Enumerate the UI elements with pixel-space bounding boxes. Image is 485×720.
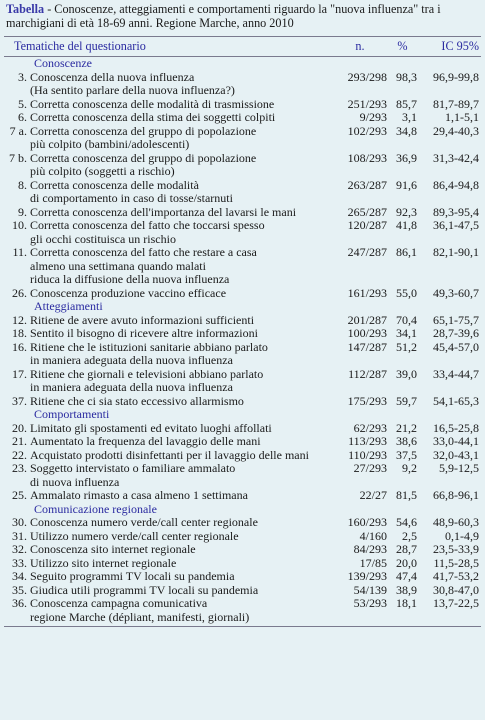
row-percent: 28,7	[396, 542, 417, 556]
row-ci: 31,3-42,4	[433, 150, 479, 165]
row-n: 139/293	[347, 569, 387, 583]
row-percent: 21,2	[396, 420, 417, 435]
row-ci: 54,1-65,3	[433, 393, 479, 408]
row-text-line: in maniera adeguata della nuova influenza	[30, 380, 233, 394]
table-row	[4, 597, 481, 627]
row-n: 22/27	[359, 488, 387, 502]
row-percent: 81,5	[396, 488, 417, 502]
row-number: 21.	[12, 434, 27, 448]
section-title: Atteggiamenti	[34, 299, 103, 313]
row-number: 12.	[12, 312, 27, 327]
row-n: 201/287	[347, 312, 387, 327]
table-row	[4, 584, 481, 598]
row-ci: 11,5-28,5	[433, 555, 479, 570]
row-text-line: gli occhi costituisca un rischio	[30, 231, 176, 246]
table-row	[4, 125, 481, 152]
row-text-line: Corretta conoscenza delle modalità di trasmissione	[30, 96, 275, 111]
table-row	[4, 530, 481, 544]
row-number: 37.	[12, 393, 27, 408]
row-text	[30, 246, 333, 287]
row-text-line: più colpito (soggetti a rischio)	[30, 164, 175, 178]
row-text	[30, 98, 333, 112]
row-ci: 89,3-95,4	[433, 204, 479, 219]
row-text-line: Corretta conoscenza del fatto che toccarsi spesso	[30, 218, 265, 232]
row-number: 20.	[12, 420, 27, 435]
row-text	[30, 314, 333, 328]
row-text	[30, 395, 333, 409]
row-n: 17/85	[359, 555, 387, 570]
row-n: 263/287	[347, 177, 387, 192]
row-text-line: Ritiene de avere avuto informazioni sufficienti	[30, 312, 255, 327]
row-text-line: Utilizzo sito internet regionale	[30, 555, 177, 570]
row-number: 25.	[12, 488, 27, 502]
row-n: 147/287	[347, 339, 387, 354]
row-percent: 51,2	[396, 339, 417, 354]
row-text	[30, 543, 333, 557]
row-ci: 29,4-40,3	[433, 123, 479, 138]
row-text	[30, 422, 333, 436]
table-row	[4, 314, 481, 328]
row-n: 247/287	[347, 245, 387, 259]
caption-label: Tabella	[6, 2, 45, 16]
table-row	[4, 462, 481, 489]
table-row	[4, 341, 481, 368]
header-ic: IC 95%	[418, 37, 481, 57]
row-text-line: Giudica utili programmi TV locali su pandemia	[30, 582, 259, 597]
row-percent: 85,7	[396, 96, 417, 111]
table-row	[4, 516, 481, 530]
table-row	[4, 489, 481, 503]
row-number: 16.	[12, 339, 27, 354]
row-text-line: Conoscenza campagna comunicativa	[30, 596, 208, 610]
row-ci: 66,8-96,1	[433, 488, 479, 502]
row-number: 6.	[18, 110, 27, 124]
row-n: 54/139	[353, 582, 387, 597]
row-text-line: Conoscenza produzione vaccino efficace	[30, 285, 227, 300]
row-text-line: regione Marche (dépliant, manifesti, giornali)	[30, 609, 250, 624]
section-row	[4, 57, 481, 71]
data-table	[4, 36, 481, 627]
row-ci: 1,1-5,1	[445, 110, 479, 124]
row-n: 251/293	[347, 96, 387, 111]
header-row	[4, 37, 481, 57]
row-text-line: Corretta conoscenza del gruppo di popolazione	[30, 150, 257, 165]
row-text	[30, 597, 333, 627]
row-text	[30, 71, 333, 98]
row-text-line: di comportamento in caso di tosse/starnuti	[30, 191, 233, 205]
row-number: 17.	[12, 366, 27, 381]
row-percent: 70,4	[396, 312, 417, 327]
row-text	[30, 125, 333, 152]
row-percent: 20,0	[396, 555, 417, 570]
row-text-line: Corretta conoscenza della stima dei soggetti colpiti	[30, 110, 276, 124]
row-text-line: Ritiene che le istituzioni sanitarie abbiano parlato	[30, 339, 268, 354]
table-row	[4, 449, 481, 463]
table-row	[4, 219, 481, 246]
row-n: 175/293	[347, 393, 387, 408]
row-number: 9.	[18, 204, 27, 219]
row-ci: 65,1-75,7	[433, 312, 479, 327]
row-number: 33.	[12, 555, 27, 570]
row-text-line: Corretta conoscenza delle modalità	[30, 177, 199, 192]
header-n: n.	[333, 37, 387, 57]
row-percent: 86,1	[396, 245, 417, 259]
table-row	[4, 152, 481, 179]
row-number: 8.	[18, 177, 27, 192]
table-row	[4, 368, 481, 395]
section-row	[4, 408, 481, 422]
table-row	[4, 98, 481, 112]
row-number: 30.	[12, 515, 27, 529]
row-text	[30, 570, 333, 584]
row-text	[30, 462, 333, 489]
row-text	[30, 327, 333, 341]
row-text-line: Conoscenza della nuova influenza	[30, 69, 195, 84]
row-percent: 38,6	[396, 434, 417, 448]
row-n: 53/293	[333, 597, 387, 627]
table-body	[4, 57, 481, 627]
row-percent: 34,1	[396, 326, 417, 340]
caption-text: - Conoscenze, atteggiamenti e comportamenti riguardo la "nuova influenza" tra i marchigiani di età 18-69 anni. Regione Marche, anno 2010	[6, 2, 441, 30]
row-text-line: (Ha sentito parlare della nuova influenza?)	[30, 83, 235, 97]
row-ci: 96,9-99,8	[433, 69, 479, 84]
row-text	[30, 449, 333, 463]
row-text	[30, 584, 333, 598]
table-row	[4, 179, 481, 206]
section-title: Comunicazione regionale	[34, 501, 157, 516]
row-ci: 48,9-60,3	[433, 515, 479, 529]
row-text	[30, 557, 333, 571]
row-text	[30, 489, 333, 503]
row-percent: 98,3	[396, 69, 417, 84]
row-number: 5.	[18, 96, 27, 111]
row-n: 84/293	[353, 542, 387, 556]
row-percent: 39,0	[396, 366, 417, 381]
row-n: 4/160	[359, 528, 387, 543]
table-row	[4, 395, 481, 409]
row-ci: 0,1-4,9	[445, 528, 479, 543]
section-row	[4, 503, 481, 517]
row-text	[30, 530, 333, 544]
row-percent: 37,5	[396, 447, 417, 462]
row-n: 9/293	[359, 110, 387, 124]
row-text-line: almeno una settimana quando malati	[30, 258, 206, 273]
row-n: 110/293	[348, 447, 387, 462]
table-row	[4, 543, 481, 557]
row-n: 160/293	[347, 515, 387, 529]
row-text-line: di nuova influenza	[30, 474, 120, 489]
table-row	[4, 206, 481, 220]
row-percent: 54,6	[396, 515, 417, 529]
header-topic: Tematiche del questionario	[4, 37, 333, 57]
row-percent: 34,8	[396, 123, 417, 138]
row-number: 31.	[12, 528, 27, 543]
row-n: 161/293	[347, 285, 387, 300]
row-number: 7 a.	[9, 123, 27, 138]
table-row	[4, 422, 481, 436]
row-text	[30, 341, 333, 368]
row-text-line: Corretta conoscenza del fatto che restare a casa	[30, 245, 257, 259]
row-ci: 32,0-43,1	[433, 447, 479, 462]
row-text-line: Ritiene che ci sia stato eccessivo allarmismo	[30, 393, 244, 408]
table-row	[4, 327, 481, 341]
row-text	[30, 219, 333, 246]
row-ci: 28,7-39,6	[433, 326, 479, 340]
row-text-line: più colpito (bambini/adolescenti)	[30, 137, 190, 151]
table-row	[4, 287, 481, 301]
row-n: 265/287	[347, 204, 387, 219]
row-number: 36.	[4, 597, 30, 627]
row-ci: 33,0-44,1	[433, 434, 479, 448]
row-text-line: Acquistato prodotti disinfettanti per il lavaggio delle mani	[30, 447, 309, 462]
header-pct: %	[387, 37, 418, 57]
row-number: 18.	[12, 326, 27, 340]
row-ci: 23,5-33,9	[433, 542, 479, 556]
row-text-line: Corretta conoscenza del gruppo di popolazione	[30, 123, 257, 138]
row-percent: 55,0	[396, 285, 417, 300]
row-text	[30, 516, 333, 530]
row-ci: 30,8-47,0	[433, 582, 479, 597]
row-ci: 41,7-53,2	[433, 569, 479, 583]
table-row	[4, 570, 481, 584]
table-caption	[4, 2, 481, 36]
row-percent: 2,5	[402, 528, 417, 543]
row-percent: 36,9	[396, 150, 417, 165]
row-text	[30, 206, 333, 220]
row-text	[30, 435, 333, 449]
row-ci: 33,4-44,7	[433, 366, 479, 381]
row-text-line: Aumentato la frequenza del lavaggio delle mani	[30, 434, 261, 448]
row-n: 120/287	[347, 218, 387, 232]
row-number: 10.	[12, 218, 27, 232]
row-text	[30, 368, 333, 395]
row-text	[30, 152, 333, 179]
row-percent: 92,3	[396, 204, 417, 219]
row-ci: 5,9-12,5	[439, 461, 479, 475]
row-percent: 41,8	[396, 218, 417, 232]
row-percent: 38,9	[396, 582, 417, 597]
row-number: 3.	[18, 69, 27, 84]
row-text-line: Corretta conoscenza dell'importanza del lavarsi le mani	[30, 204, 297, 219]
row-percent: 59,7	[396, 393, 417, 408]
row-text-line: Conoscenza numero verde/call center regionale	[30, 515, 258, 529]
row-number: 35.	[12, 582, 27, 597]
row-percent: 91,6	[396, 177, 417, 192]
row-text-line: riduca la diffusione della nuova influenza	[30, 272, 230, 286]
row-number: 23.	[12, 461, 27, 475]
row-number: 32.	[12, 542, 27, 556]
row-ci: 16,5-25,8	[433, 420, 479, 435]
row-ci: 49,3-60,7	[433, 285, 479, 300]
row-percent: 47,4	[396, 569, 417, 583]
row-ci: 86,4-94,8	[433, 177, 479, 192]
row-text-line: Utilizzo numero verde/call center regionale	[30, 528, 239, 543]
row-percent: 18,1	[387, 597, 418, 627]
row-number: 34.	[12, 569, 27, 583]
row-number: 11.	[12, 245, 27, 259]
row-ci: 81,7-89,7	[433, 96, 479, 111]
row-n: 100/293	[347, 326, 387, 340]
section-title: Conoscenze	[34, 56, 92, 70]
row-ci: 36,1-47,5	[433, 218, 479, 232]
table-row	[4, 246, 481, 287]
row-ci: 82,1-90,1	[433, 245, 479, 259]
row-text	[30, 179, 333, 206]
row-n: 108/293	[347, 150, 387, 165]
table-row	[4, 435, 481, 449]
row-text-line: Ammalato rimasto a casa almeno 1 settimana	[30, 488, 248, 502]
row-text	[30, 111, 333, 125]
section-title: Comportamenti	[34, 407, 110, 421]
row-text-line: in maniera adeguata della nuova influenza	[30, 353, 233, 367]
row-n: 113/293	[348, 434, 387, 448]
row-number: 7 b.	[9, 150, 27, 165]
row-number: 26.	[12, 285, 27, 300]
row-ci: 13,7-22,5	[418, 597, 481, 627]
row-text-line: Soggetto intervistato o familiare ammalato	[30, 461, 236, 475]
row-percent: 3,1	[402, 110, 417, 124]
row-n: 293/298	[347, 69, 387, 84]
section-row	[4, 300, 481, 314]
row-number: 22.	[12, 447, 27, 462]
row-text-line: Conoscenza sito internet regionale	[30, 542, 196, 556]
row-text	[30, 287, 333, 301]
row-percent: 9,2	[402, 461, 417, 475]
row-n: 102/293	[347, 123, 387, 138]
row-text-line: Limitato gli spostamenti ed evitato luoghi affollati	[30, 420, 272, 435]
row-text-line: Ritiene che giornali e televisioni abbiano parlato	[30, 366, 264, 381]
row-n: 112/287	[348, 366, 387, 381]
row-n: 27/293	[353, 461, 387, 475]
row-ci: 45,4-57,0	[433, 339, 479, 354]
table-row	[4, 71, 481, 98]
table-row	[4, 111, 481, 125]
row-text-line: Sentito il bisogno di ricevere altre informazioni	[30, 326, 258, 340]
table-row	[4, 557, 481, 571]
row-text-line: Seguito programmi TV locali su pandemia	[30, 569, 235, 583]
row-n: 62/293	[353, 420, 387, 435]
